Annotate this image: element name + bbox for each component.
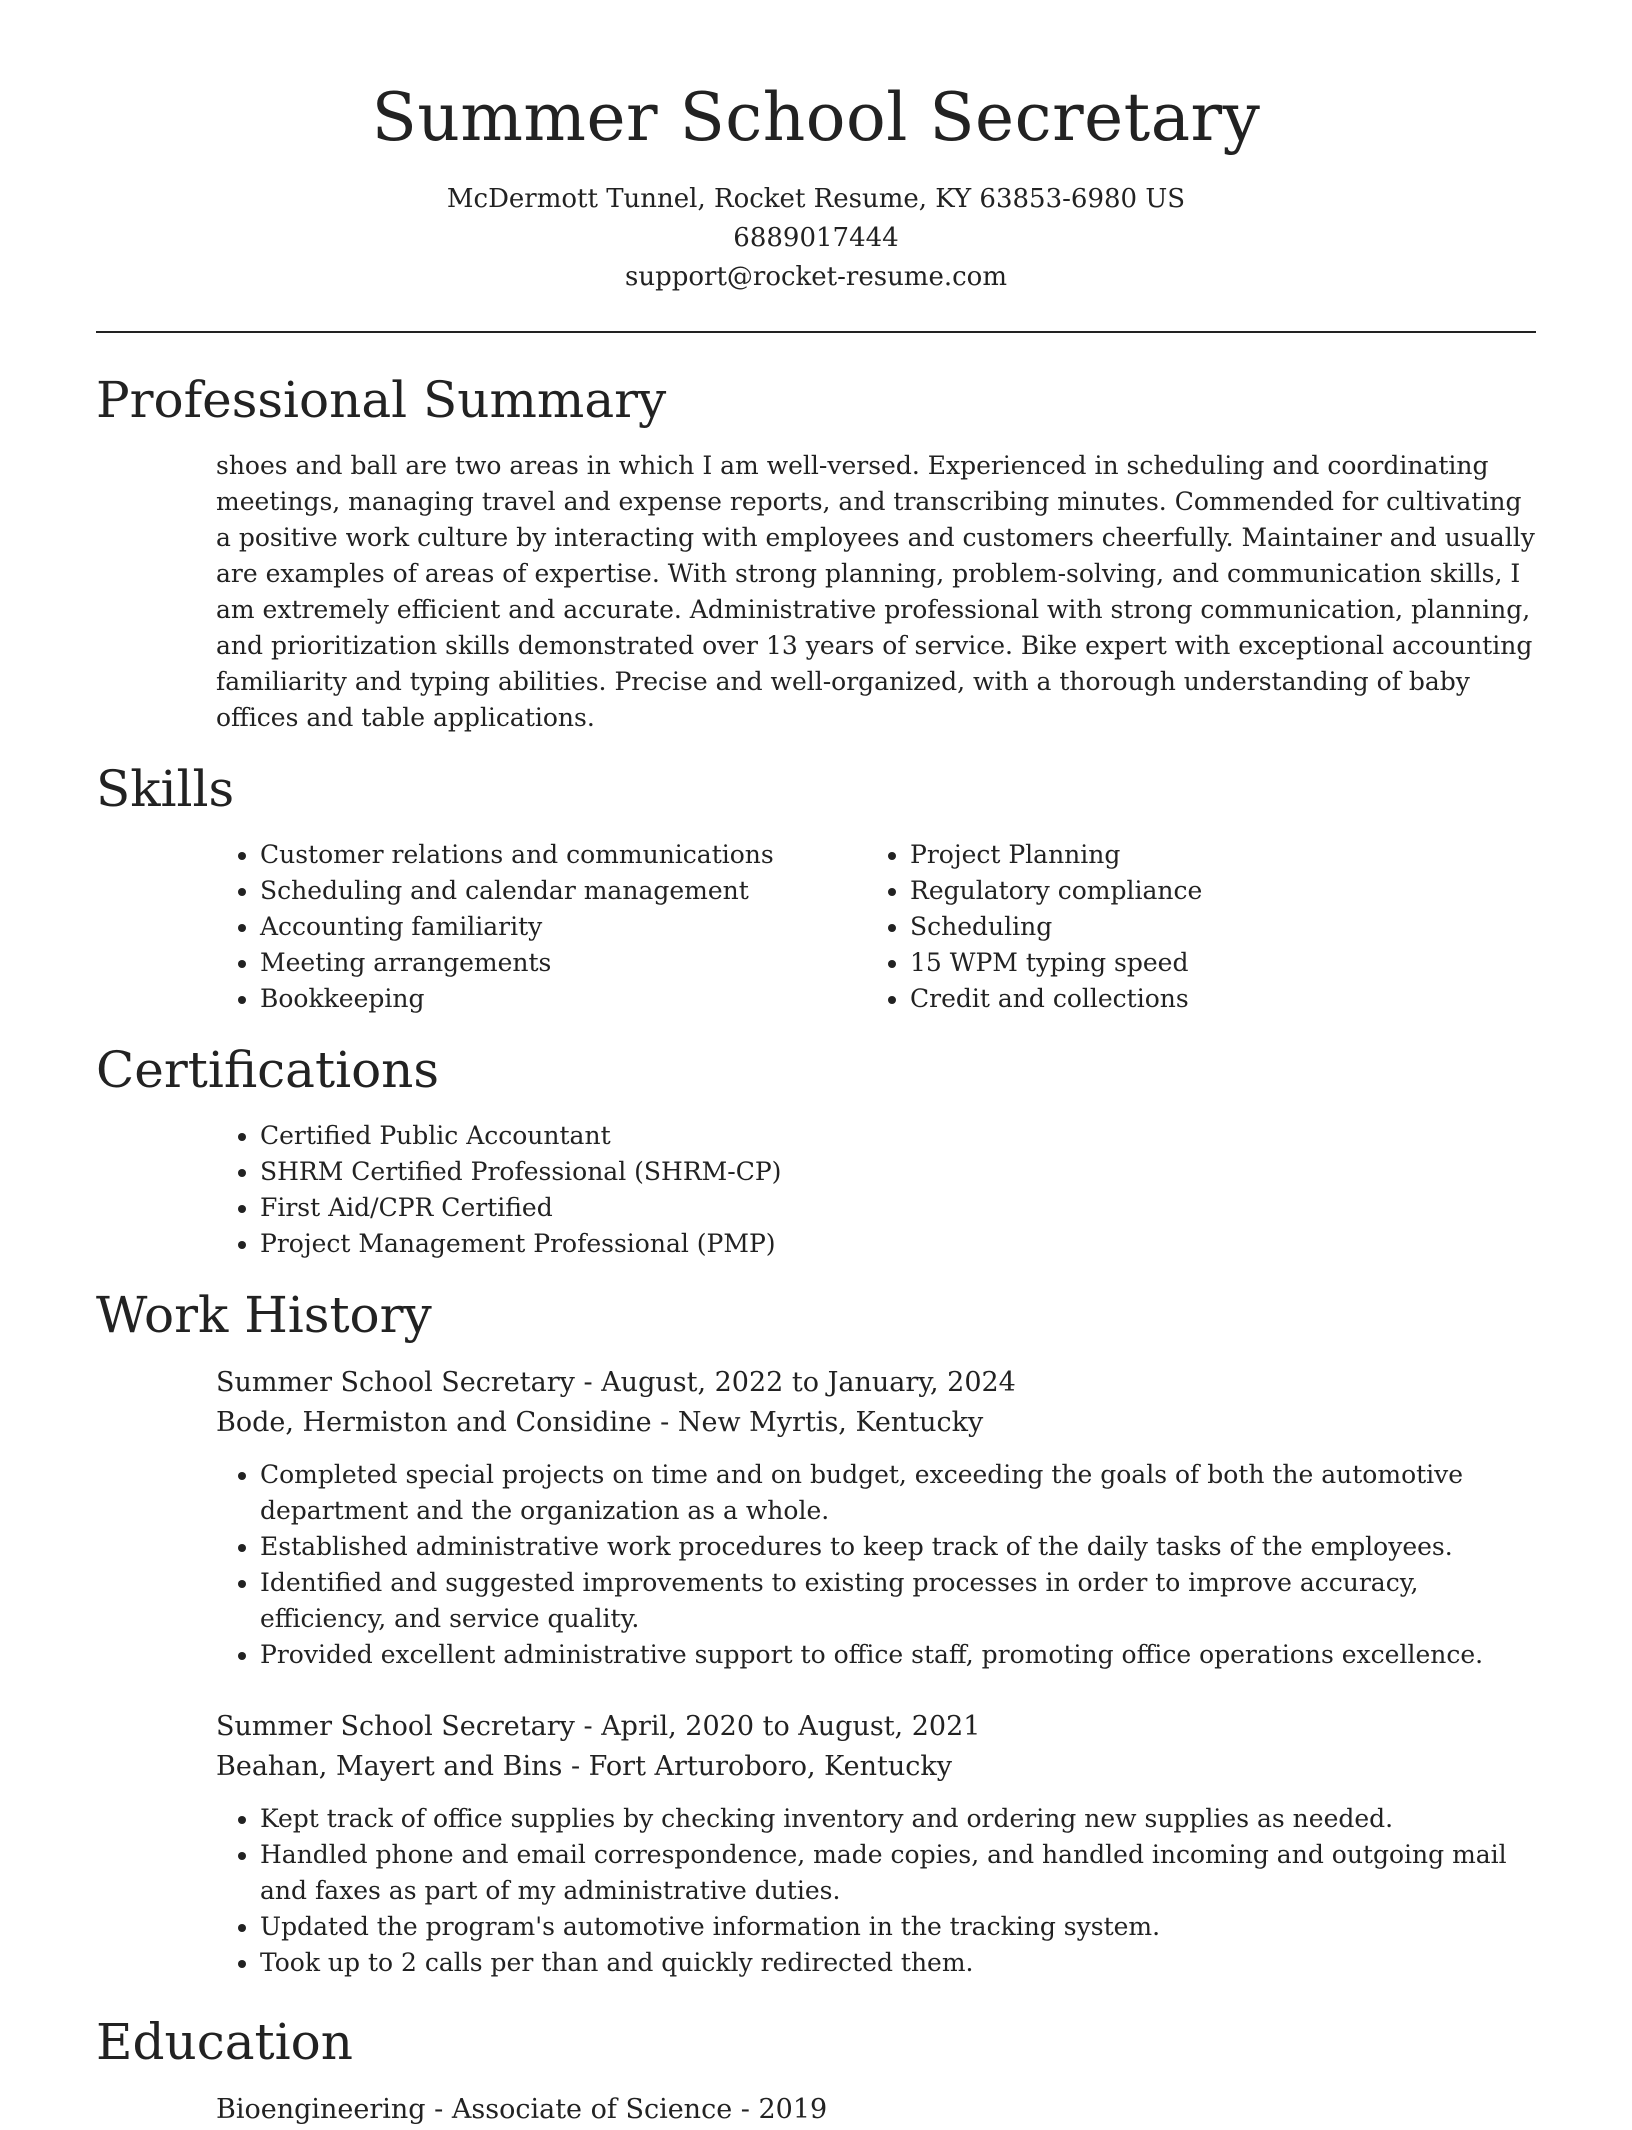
job-dates: April, 2020 to August, 2021	[601, 1710, 981, 1742]
job-location: Fort Arturoboro, Kentucky	[588, 1750, 952, 1782]
job-company: Beahan, Mayert and Bins	[216, 1750, 563, 1782]
job-bullet: • Updated the program's automotive information in the tracking system.	[260, 1909, 1536, 1945]
job-bullet: • Completed special projects on time and on budget, exceeding the goals of both the automotive department and the organization as a whole.	[260, 1457, 1536, 1529]
work-history-section	[96, 1285, 1536, 1981]
certifications-list	[216, 1118, 1536, 1262]
education-year: 2019	[758, 2093, 828, 2125]
job-bullet: • Took up to 2 calls per than and quickly redirected them.	[260, 1945, 1536, 1981]
certification-item: • Project Management Professional (PMP)	[260, 1226, 1536, 1262]
job-company: Bode, Hermiston and Considine	[216, 1406, 652, 1438]
skill-item: • Scheduling	[910, 909, 1536, 945]
candidate-name: Summer School Secretary	[371, 79, 1261, 156]
skills-list-right	[866, 837, 1536, 1017]
job-company-line: Bode, Hermiston and Considine - New Myrtis, Kentucky	[216, 1406, 984, 1438]
job-bullet: • Provided excellent administrative support to office staff, promoting office operations excellence.	[260, 1637, 1536, 1673]
resume-header	[96, 80, 1536, 297]
skills-section	[96, 759, 1536, 1017]
job-bullet: • Identified and suggested improvements to existing processes in order to improve accuracy, efficiency, and service quality.	[260, 1565, 1536, 1637]
certification-item: • First Aid/CPR Certified	[260, 1190, 1536, 1226]
job-bullet: • Kept track of office supplies by checking inventory and ordering new supplies as needed.	[260, 1801, 1536, 1837]
summary-title: Professional Summary	[96, 370, 667, 429]
contact-email: support@rocket-resume.com	[624, 261, 1007, 292]
job-entry	[96, 1707, 1536, 1981]
work-history-title: Work History	[96, 1285, 432, 1344]
skills-title: Skills	[96, 759, 235, 818]
skill-item: • Meeting arrangements	[260, 945, 866, 981]
summary-text: shoes and ball are two areas in which I am well-versed. Experienced in scheduling and coordinating meetings, managing travel and expense reports, and transcribing minutes. Commended for cultivating a positive work culture by interacting with employees and customers cheerfully. Maintainer and usually are examples of areas of expertise. With strong planning, problem-solving, and communication skills, I am extremely efficient and accurate. Administrative professional with strong communication, planning, and prioritization skills demonstrated over 13 years of service. Bike expert with exceptional accounting familiarity and typing abilities. Precise and well-organized, with a thorough understanding of baby offices and table applications.	[216, 450, 1535, 732]
job-location: New Myrtis, Kentucky	[677, 1406, 984, 1438]
job-title-line: Summer School Secretary - August, 2022 to January, 2024	[216, 1366, 1016, 1398]
skill-item: • Project Planning	[910, 837, 1536, 873]
skill-item: • Customer relations and communications	[260, 837, 866, 873]
job-company-line: Beahan, Mayert and Bins - Fort Arturoboro, Kentucky	[216, 1750, 952, 1782]
contact-address: McDermott Tunnel, Rocket Resume, KY 63853-6980 US	[446, 183, 1186, 214]
skill-item: • Regulatory compliance	[910, 873, 1536, 909]
skill-item: • Credit and collections	[910, 981, 1536, 1017]
education-section	[96, 2012, 1536, 2130]
certifications-section	[96, 1040, 1536, 1262]
job-entry	[96, 1363, 1536, 1673]
skills-list-left	[216, 837, 866, 1017]
job-title-line: Summer School Secretary - April, 2020 to August, 2021	[216, 1710, 981, 1742]
contact-phone: 6889017444	[733, 222, 899, 253]
education-title: Education	[96, 2012, 353, 2071]
job-dates: August, 2022 to January, 2024	[601, 1366, 1016, 1398]
certification-item: • SHRM Certified Professional (SHRM-CP)	[260, 1154, 1536, 1190]
education-field: Bioengineering	[216, 2093, 426, 2125]
job-bullet: • Established administrative work procedures to keep track of the daily tasks of the employees.	[260, 1529, 1536, 1565]
job-bullets	[216, 1457, 1536, 1673]
skill-item: • 15 WPM typing speed	[910, 945, 1536, 981]
job-bullets	[216, 1801, 1536, 1981]
job-role: Summer School Secretary	[216, 1710, 575, 1742]
skill-item: • Accounting familiarity	[260, 909, 866, 945]
education-line: Bioengineering - Associate of Science - 2019	[216, 2093, 828, 2125]
skill-item: • Scheduling and calendar management	[260, 873, 866, 909]
certifications-title: Certifications	[96, 1040, 440, 1099]
job-role: Summer School Secretary	[216, 1366, 575, 1398]
job-bullet: • Handled phone and email correspondence, made copies, and handled incoming and outgoing mail and faxes as part of my administrative duties.	[260, 1837, 1536, 1909]
certification-item: • Certified Public Accountant	[260, 1118, 1536, 1154]
education-degree: Associate of Science	[451, 2093, 733, 2125]
skill-item: • Bookkeeping	[260, 981, 866, 1017]
summary-section	[96, 370, 1536, 736]
header-divider	[96, 331, 1536, 333]
